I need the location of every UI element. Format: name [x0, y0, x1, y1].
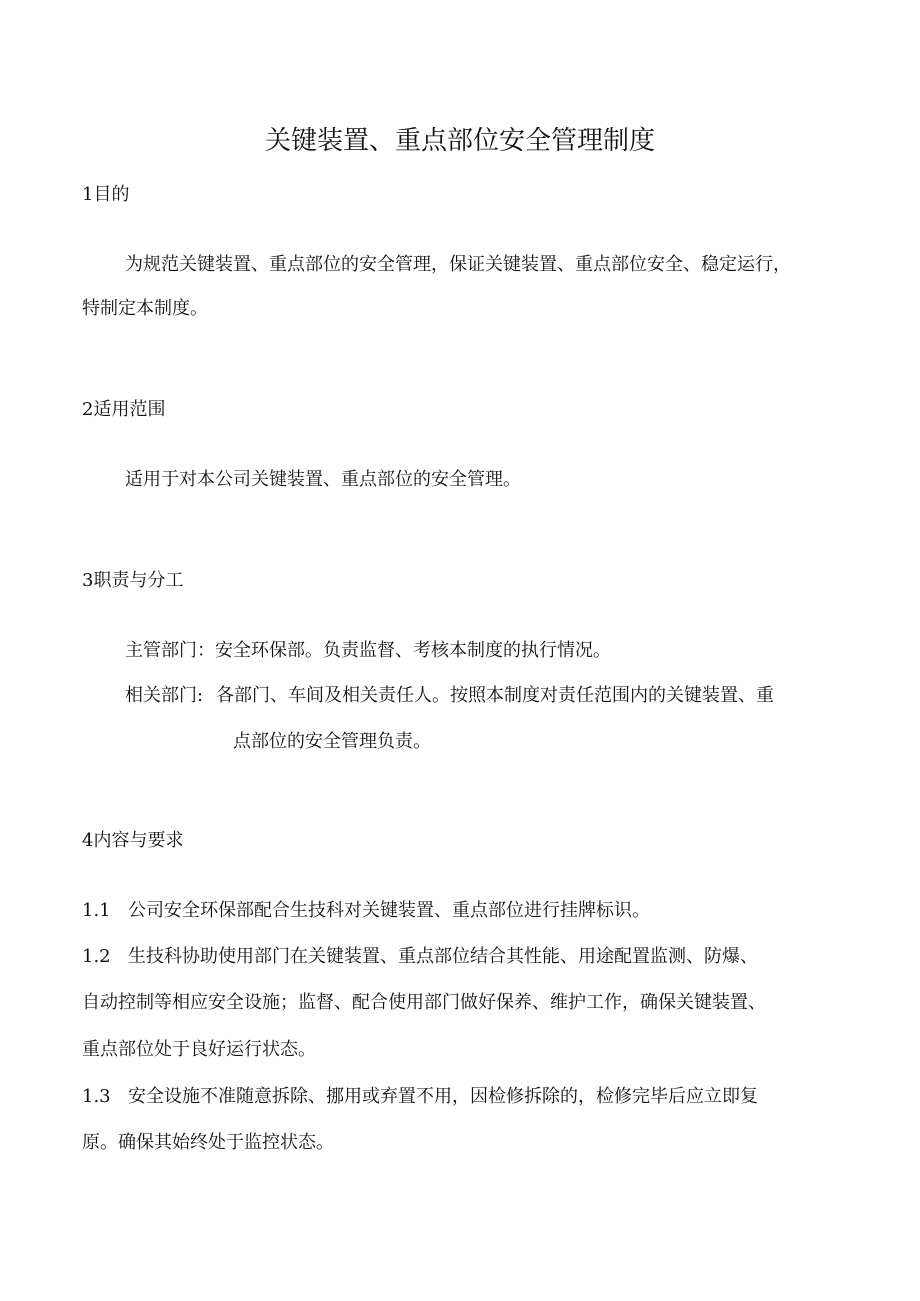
section-heading-duties: 3职责与分工: [82, 570, 184, 591]
section-heading-content: 4内容与要求: [82, 830, 184, 851]
content-item-number: 1.1: [82, 900, 111, 921]
scope-text: 适用于对本公司关键装置、重点部位的安全管理。: [125, 469, 521, 490]
content-item-number: 1.3: [82, 1086, 111, 1107]
content-item-1-2-line3: 重点部位处于良好运行状态。: [82, 1039, 316, 1060]
content-item-1-3-line2: 原。确保其始终处于监控状态。: [82, 1132, 334, 1153]
purpose-text-line2: 特制定本制度。: [82, 298, 208, 319]
content-item-number: 1.2: [82, 946, 111, 967]
duties-related-dept-line2: 点部位的安全管理负责。: [233, 731, 431, 752]
content-item-text: 公司安全环保部配合生技科对关键装置、重点部位进行挂牌标识。: [128, 900, 650, 921]
duties-related-text: 各部门、车间及相关责任人。按照本制度对责任范围内的关键装置、重: [216, 685, 774, 706]
duties-main-dept: 主管部门：安全环保部。负责监督、考核本制度的执行情况。: [125, 640, 611, 661]
content-item-1-2-line1: [82, 945, 758, 969]
content-item-text: 安全设施不准随意拆除、挪用或弃置不用，因检修拆除的，检修完毕后应立即复: [128, 1086, 758, 1107]
content-item-text: 生技科协助使用部门在关键装置、重点部位结合其性能、用途配置监测、防爆、: [128, 946, 758, 967]
duties-related-dept-line1: [125, 684, 774, 708]
duties-related-label: 相关部门:: [125, 685, 204, 706]
section-heading-purpose: 1目的: [82, 184, 130, 205]
content-item-1-1-line1: [82, 899, 650, 923]
document-title: 关键装置、重点部位安全管理制度: [264, 126, 655, 156]
content-item-1-3-line1: [82, 1085, 758, 1109]
content-item-1-2-line2: 自动控制等相应安全设施；监督、配合使用部门做好保养、维护工作，确保关键装置、: [82, 992, 766, 1013]
purpose-text-line1: 为规范关键装置、重点部位的安全管理，保证关键装置、重点部位安全、稳定运行，: [125, 254, 791, 275]
section-heading-scope: 2适用范围: [82, 399, 166, 420]
